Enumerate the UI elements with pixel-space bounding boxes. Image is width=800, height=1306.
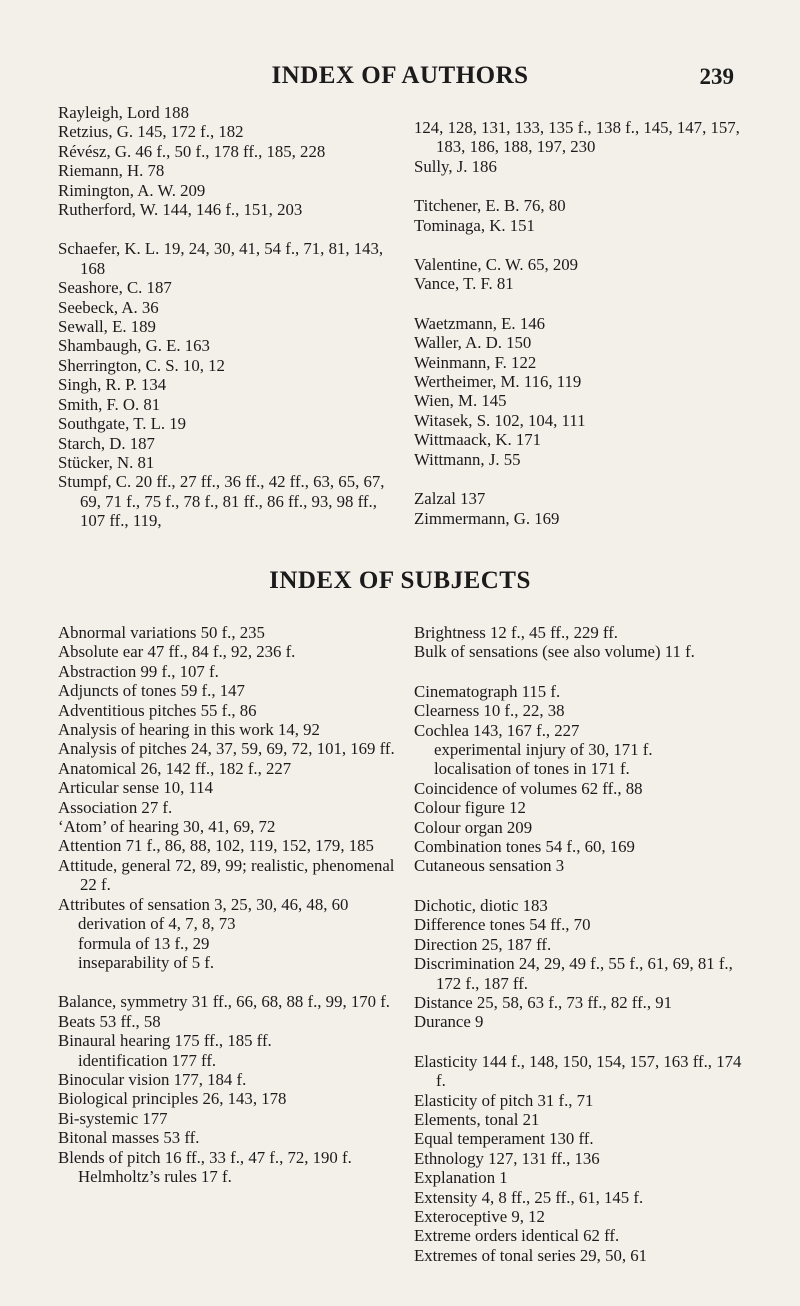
index-entry: Colour organ 209 [414, 817, 533, 837]
index-entry: Distance 25, 58, 63 f., 73 ff., 82 ff., 91 [414, 992, 673, 1012]
index-entry: Direction 25, 187 ff. [414, 934, 552, 954]
index-entry: Adjuncts of tones 59 f., 147 [58, 681, 245, 701]
index-entry: Biological principles 26, 143, 178 [58, 1089, 287, 1109]
index-entry: Bi-systemic 177 [58, 1108, 168, 1128]
index-entry: Wittmann, J. 55 [414, 449, 521, 469]
subjects-column-right [414, 623, 749, 1265]
entry-spacer [58, 219, 403, 239]
index-entry: Association 27 f. [58, 797, 173, 817]
authors-column-right [414, 118, 744, 528]
index-entry: Smith, F. O. 81 [58, 394, 161, 414]
index-entry: Combination tones 54 f., 60, 169 [414, 837, 635, 857]
index-subentry: formula of 13 f., 29 [78, 933, 210, 953]
index-entry: Colour figure 12 [414, 798, 526, 818]
index-entry: Abnormal variations 50 f., 235 [58, 623, 265, 642]
index-entry: Rayleigh, Lord 188 [58, 103, 189, 122]
index-entry: Difference tones 54 ff., 70 [414, 915, 591, 935]
index-entry: Discrimination 24, 29, 49 f., 55 f., 61, 69, 81 f., 172 f., 187 ff. [414, 954, 733, 993]
index-entry: Clearness 10 f., 22, 38 [414, 701, 565, 721]
index-entry: Cochlea 143, 167 f., 227 [414, 720, 580, 740]
index-entry: Balance, symmetry 31 ff., 66, 68, 88 f., 99, 170 f. [58, 992, 390, 1012]
index-entry: Abstraction 99 f., 107 f. [58, 661, 219, 681]
index-entry: Cinematograph 115 f. [414, 681, 561, 701]
entry-spacer [414, 876, 749, 896]
index-entry: Dichotic, diotic 183 [414, 895, 548, 915]
index-entry: Absolute ear 47 ff., 84 f., 92, 236 f. [58, 642, 296, 662]
index-entry: Wien, M. 145 [414, 391, 507, 411]
entry-spacer [414, 235, 744, 255]
index-entry: Waetzmann, E. 146 [414, 313, 545, 333]
index-entry: Waller, A. D. 150 [414, 333, 532, 353]
index-entry: Valentine, C. W. 65, 209 [414, 255, 579, 275]
index-entry: Southgate, T. L. 19 [58, 414, 187, 434]
index-entry: Sewall, E. 189 [58, 317, 156, 337]
index-entry: Seashore, C. 187 [58, 278, 172, 298]
index-entry: Rutherford, W. 144, 146 f., 151, 203 [58, 200, 303, 220]
index-entry: Extreme orders identical 62 ff. [414, 1226, 620, 1246]
index-entry: Elasticity of pitch 31 f., 71 [414, 1090, 594, 1110]
entry-spacer [414, 294, 744, 314]
index-entry: Binaural hearing 175 ff., 185 ff. [58, 1031, 272, 1051]
index-entry: Witasek, S. 102, 104, 111 [414, 410, 586, 430]
index-entry: Analysis of hearing in this work 14, 92 [58, 720, 320, 740]
index-entry: Seebeck, A. 36 [58, 297, 159, 317]
index-entry: Vance, T. F. 81 [414, 274, 514, 294]
index-entry: Brightness 12 f., 45 ff., 229 ff. [414, 623, 619, 642]
index-entry: Ethnology 127, 131 ff., 136 [414, 1148, 600, 1168]
index-entry: 124, 128, 131, 133, 135 f., 138 f., 145, 147, 157, 183, 186, 188, 197, 230 [414, 118, 740, 157]
index-subentry: experimental injury of 30, 171 f. [434, 740, 653, 760]
index-entry: Singh, R. P. 134 [58, 375, 167, 395]
index-entry: Extremes of tonal series 29, 50, 61 [414, 1245, 648, 1265]
index-entry: Zalzal 137 [414, 489, 486, 509]
index-entry: Elasticity 144 f., 148, 150, 154, 157, 163 ff., 174 f. [414, 1051, 742, 1091]
index-subentry: identification 177 ff. [78, 1050, 217, 1070]
index-subentry: derivation of 4, 7, 8, 73 [78, 914, 236, 934]
index-entry: Tominaga, K. 151 [414, 215, 535, 235]
index-entry: Révész, G. 46 f., 50 f., 178 ff., 185, 228 [58, 141, 326, 161]
index-entry: Wittmaack, K. 171 [414, 430, 542, 450]
index-entry: Stumpf, C. 20 ff., 27 ff., 36 ff., 42 ff., 63, 65, 67, 69, 71 f., 75 f., 78 f., 81 ff., 86 ff., 93, 98 ff., 107 ff., 119, [58, 472, 385, 531]
entry-spacer [414, 662, 749, 682]
entry-spacer [414, 1032, 749, 1052]
index-entry: Beats 53 ff., 58 [58, 1011, 161, 1031]
authors-column-left [58, 103, 403, 531]
index-entry: Titchener, E. B. 76, 80 [414, 196, 566, 216]
index-subentry: Helmholtz’s rules 17 f. [78, 1166, 232, 1186]
index-entry: Cutaneous sensation 3 [414, 856, 565, 876]
index-entry: Analysis of pitches 24, 37, 59, 69, 72, 101, 169 ff. [58, 739, 395, 759]
index-entry: ‘Atom’ of hearing 30, 41, 69, 72 [58, 817, 276, 837]
index-entry: Explanation 1 [414, 1168, 508, 1188]
index-entry: Anatomical 26, 142 ff., 182 f., 227 [58, 758, 292, 778]
index-entry: Coincidence of volumes 62 ff., 88 [414, 778, 643, 798]
index-entry: Retzius, G. 145, 172 f., 182 [58, 122, 244, 142]
subjects-column-left [58, 623, 403, 1186]
index-entry: Riemann, H. 78 [58, 161, 165, 181]
index-entry: Weinmann, F. 122 [414, 352, 537, 372]
index-entry: Sherrington, C. S. 10, 12 [58, 355, 225, 375]
index-entry: Sully, J. 186 [414, 156, 497, 176]
index-entry: Articular sense 10, 114 [58, 778, 214, 798]
index-entry: Equal temperament 130 ff. [414, 1129, 594, 1149]
index-subentry: localisation of tones in 171 f. [434, 759, 630, 779]
index-entry: Wertheimer, M. 116, 119 [414, 372, 582, 392]
index-entry: Extensity 4, 8 ff., 25 ff., 61, 145 f. [414, 1187, 644, 1207]
index-entry: Bulk of sensations (see also volume) 11 f. [414, 642, 695, 662]
index-entry: Adventitious pitches 55 f., 86 [58, 700, 257, 720]
index-entry: Starch, D. 187 [58, 433, 155, 453]
index-entry: Attention 71 f., 86, 88, 102, 119, 152, 179, 185 [58, 836, 374, 856]
index-entry: Blends of pitch 16 ff., 33 f., 47 f., 72, 190 f. [58, 1147, 352, 1167]
entry-spacer [58, 972, 403, 992]
index-entry: Durance 9 [414, 1012, 484, 1032]
index-entry: Attributes of sensation 3, 25, 30, 46, 48, 60 [58, 894, 349, 914]
index-entry: Exteroceptive 9, 12 [414, 1206, 545, 1226]
page-header-title: INDEX OF AUTHORS [271, 62, 529, 89]
index-entry: Shambaugh, G. E. 163 [58, 336, 210, 356]
index-entry: Bitonal masses 53 ff. [58, 1128, 200, 1148]
index-entry: Schaefer, K. L. 19, 24, 30, 41, 54 f., 71, 81, 143, 168 [58, 239, 384, 278]
index-entry: Elements, tonal 21 [414, 1109, 540, 1129]
index-entry: Zimmermann, G. 169 [414, 508, 560, 528]
subjects-section-title: INDEX OF SUBJECTS [269, 567, 531, 594]
entry-spacer [414, 176, 744, 196]
index-entry: Stücker, N. 81 [58, 452, 155, 472]
index-entry: Binocular vision 177, 184 f. [58, 1069, 247, 1089]
index-entry: Rimington, A. W. 209 [58, 180, 206, 200]
entry-spacer [414, 469, 744, 489]
page-number: 239 [699, 64, 734, 89]
index-entry: Attitude, general 72, 89, 99; realistic, phenomenal 22 f. [58, 855, 395, 895]
index-subentry: inseparability of 5 f. [78, 952, 215, 972]
